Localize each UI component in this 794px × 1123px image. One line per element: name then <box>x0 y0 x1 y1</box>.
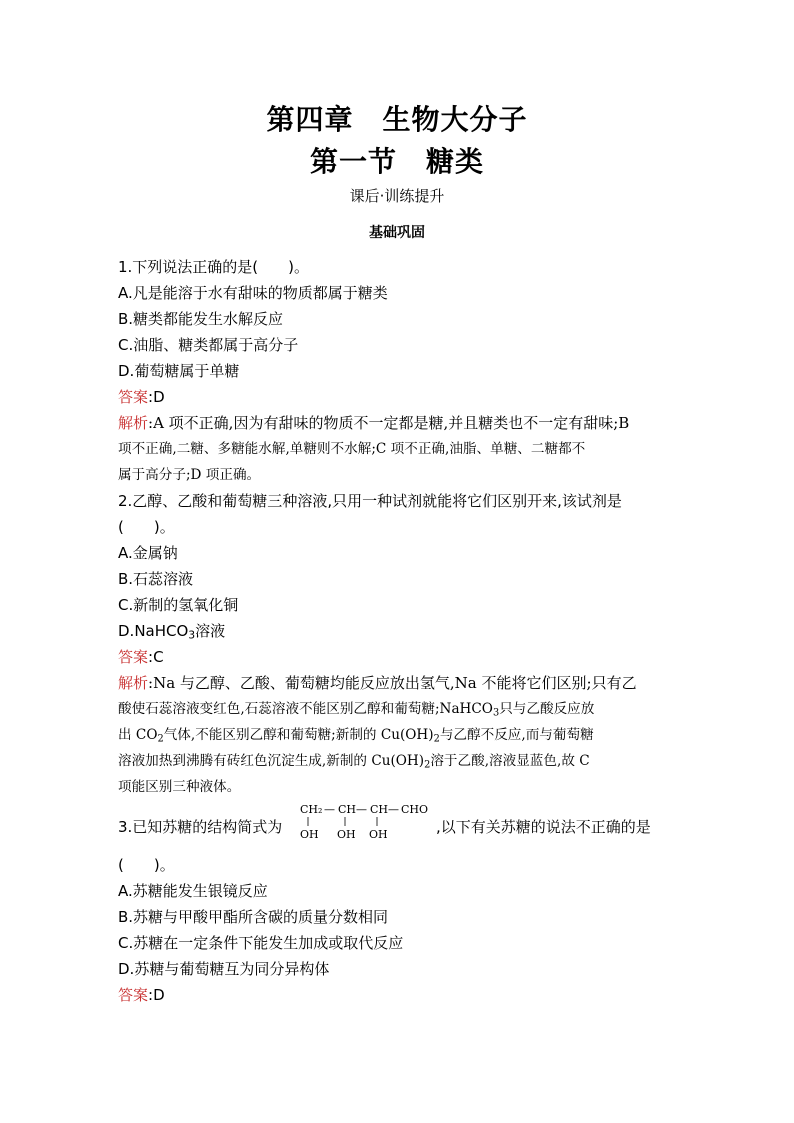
chapter-title: 第四章 生物大分子 <box>266 103 528 136</box>
q1-option-c: C.油脂、糖类都属于高分子 <box>118 336 299 354</box>
struct-ch2: CH₂ <box>300 803 323 816</box>
struct-cho: CHO <box>401 803 429 816</box>
section-title: 第一节 糖类 <box>309 145 484 178</box>
q2-option-d: D.NaHCO$_3$溶液 <box>118 622 226 642</box>
answer-value: :C <box>148 648 164 666</box>
q3-option-d: D.苏糖与葡萄糖互为同分异构体 <box>118 960 330 978</box>
q2-explain-line-4: 溶液加热到沸腾有砖红色沉淀生成,新制的 $Cu(OH)_2$溶于乙酸,溶液显蓝色,故 C <box>118 753 590 771</box>
q3-stem-row <box>118 800 678 852</box>
q2-stem-line-2: ( )。 <box>118 518 175 536</box>
q1-stem: 1.下列说法正确的是( )。 <box>118 258 310 276</box>
q1-option-a: A.凡是能溶于水有甜味的物质都属于糖类 <box>118 284 388 302</box>
q2-option-b: B.石蕊溶液 <box>118 570 194 588</box>
q3-stem-part-2: ,以下有关苏糖的说法不正确的是 <box>436 818 651 836</box>
q3-option-b: B.苏糖与甲酸甲酯所含碳的质量分数相同 <box>118 908 389 926</box>
struct-dash-1: — <box>324 803 335 816</box>
answer-label: 答案 <box>118 986 149 1004</box>
struct-oh-1: OH <box>300 828 319 841</box>
answer-value: :D <box>148 986 165 1004</box>
q2-explain-line-1: :Na 与乙醇、乙酸、葡萄糖均能反应放出氢气,Na 不能将它们区别;只有乙 <box>148 674 637 692</box>
q1-explanation <box>118 410 678 488</box>
q2-explain-line-2: 酸使石蕊溶液变红色,石蕊溶液不能区别乙醇和葡萄糖;NaHCO$_3$只与乙酸反应放 <box>118 701 595 719</box>
threose-structure <box>298 800 438 846</box>
q3-option-a: A.苏糖能发生银镜反应 <box>118 882 268 900</box>
q3-option-c: C.苏糖在一定条件下能发生加成或取代反应 <box>118 934 404 952</box>
q1-option-b: B.糖类都能发生水解反应 <box>118 310 284 328</box>
q1-explain-line-2: 项不正确,二糖、多糖能水解,单糖则不水解;C 项不正确,油脂、单糖、二糖都不 <box>118 441 586 457</box>
q1-explain-line-3: 属于高分子;D 项正确。 <box>118 467 261 483</box>
explain-label: 解析 <box>118 674 149 692</box>
struct-oh-2: OH <box>337 828 356 841</box>
questions <box>118 254 678 1008</box>
struct-ch-1: CH <box>338 803 357 816</box>
exercise-subtitle: 课后·训练提升 <box>349 187 445 205</box>
q2-option-a: A.金属钠 <box>118 544 178 562</box>
q1-option-d: D.葡萄糖属于单糖 <box>118 362 240 380</box>
q1-explain-line-1: :A 项不正确,因为有甜味的物质不一定都是糖,并且糖类也不一定有甜味;B <box>148 414 630 432</box>
q2-explanation <box>118 670 678 800</box>
q2-stem-line-1: 2.乙醇、乙酸和葡萄糖三种溶液,只用一种试剂就能将它们区别开来,该试剂是 <box>118 492 622 510</box>
answer-label: 答案 <box>118 648 149 666</box>
q2-explain-line-3: 出 $CO_2$气体,不能区别乙醇和葡萄糖;新制的 $Cu(OH)_2$与乙醇不反应,而与葡萄糖 <box>118 727 594 745</box>
q3-stem-part-1: 3.已知苏糖的结构简式为 <box>118 818 283 836</box>
q2-option-c: C.新制的氢氧化铜 <box>118 596 239 614</box>
explain-label: 解析 <box>118 414 149 432</box>
struct-dash-3: — <box>388 803 399 816</box>
struct-dash-2: — <box>356 803 367 816</box>
q3-stem-line-2: ( )。 <box>118 856 175 874</box>
struct-oh-3: OH <box>369 828 388 841</box>
struct-ch-2: CH <box>370 803 389 816</box>
answer-label: 答案 <box>118 388 149 406</box>
level-heading: 基础巩固 <box>369 225 425 241</box>
answer-value: :D <box>148 388 165 406</box>
q1-answer <box>118 384 678 410</box>
q2-explain-line-5: 项能区别三种液体。 <box>118 779 241 795</box>
q3-answer <box>118 982 678 1008</box>
q2-answer <box>118 644 678 670</box>
